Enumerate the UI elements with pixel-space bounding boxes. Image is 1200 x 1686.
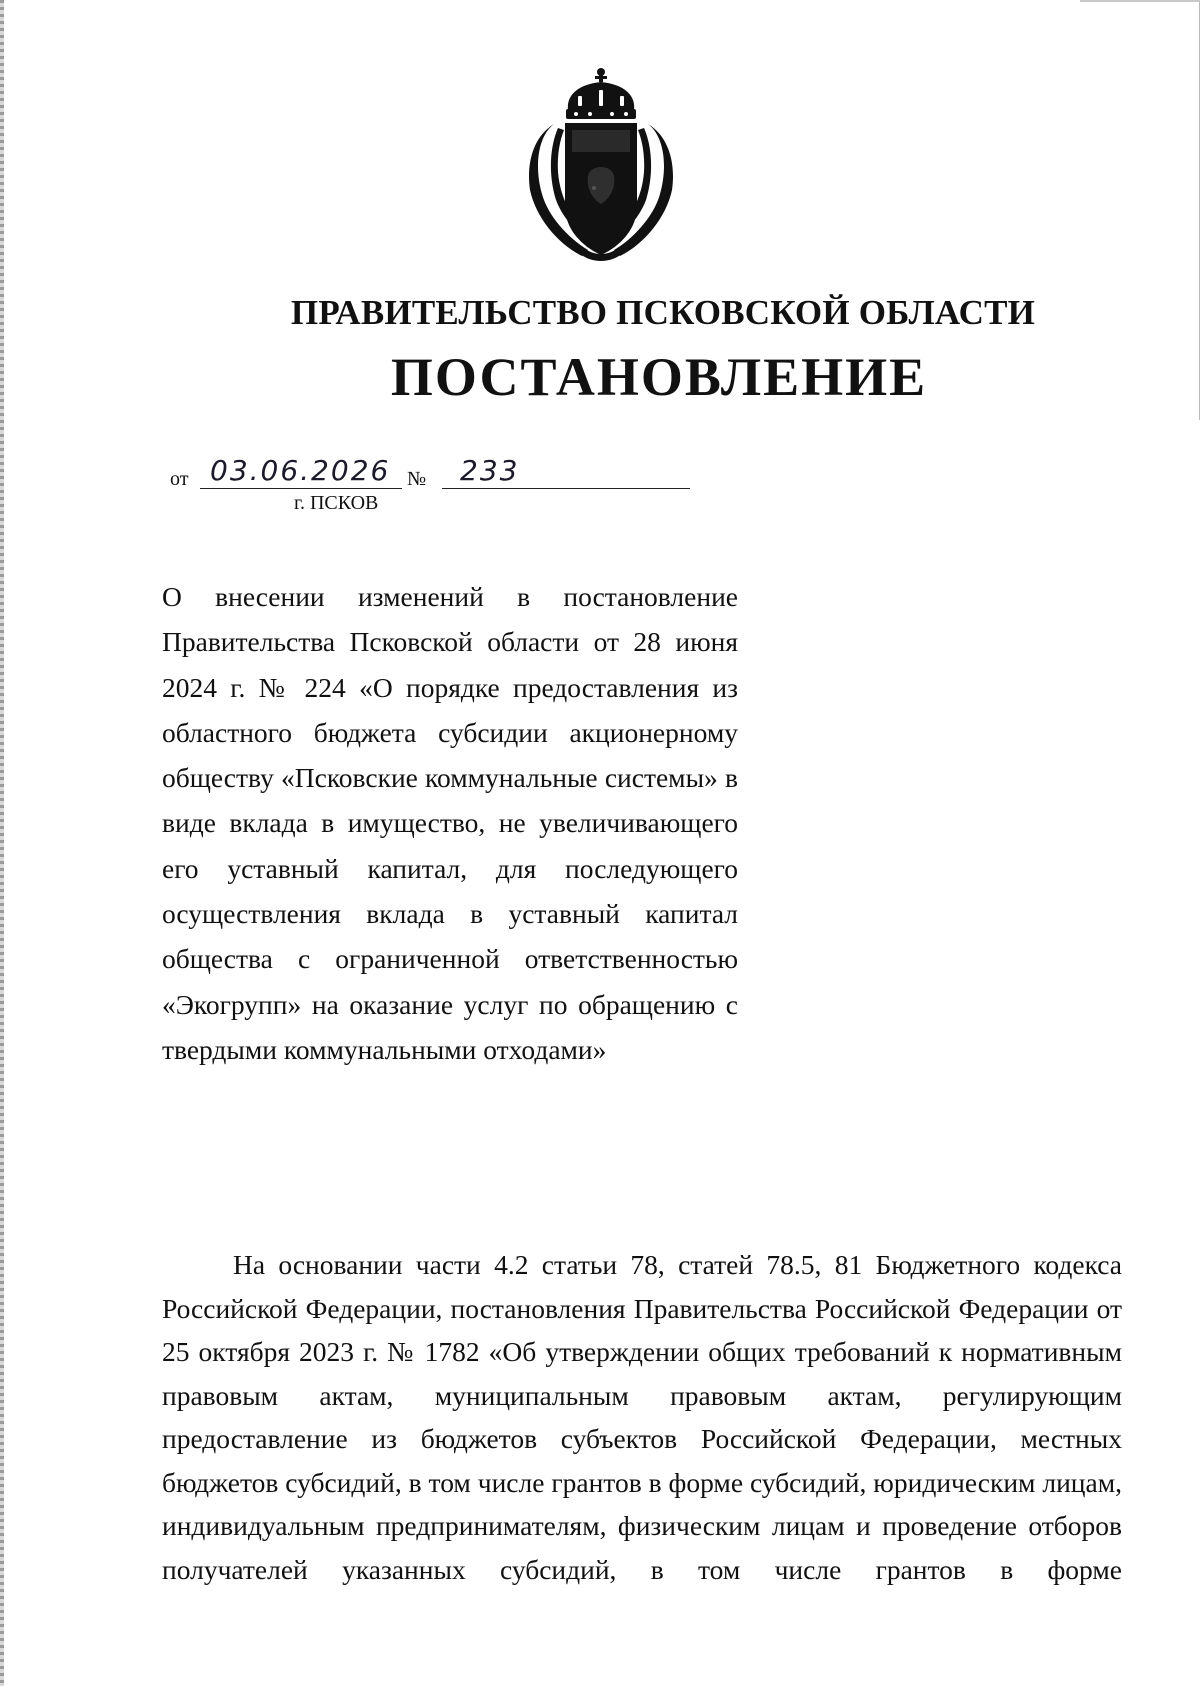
- government-title: ПРАВИТЕЛЬСТВО ПСКОВСКОЙ ОБЛАСТИ: [290, 293, 1036, 332]
- date-field: [200, 454, 402, 489]
- scan-edge-top: [1080, 0, 1200, 2]
- scan-edge-left: [0, 0, 4, 1686]
- coat-of-arms-emblem: [528, 66, 674, 264]
- handwritten-date: 03.06.2026: [210, 454, 391, 487]
- city-label: г. ПСКОВ: [294, 492, 379, 514]
- body-paragraph: На основании части 4.2 статьи 78, статей 78.5, 81 Бюджетного кодекса Российской Федерации, постановления Правительства Российской Федерации от 25 октября 2023 г. № 1782 «Об утверждении общих требований к нормативным правовым актам, муниципальным правовым актам, регулирующим предоставление из бюджетов субъектов Российской Федерации, местных бюджетов субсидий, в том числе грантов в форме субсидий, юридическим лицам, индивидуальным предпринимателям, физическим лицам и проведение отборов получателей указанных субсидий, в том числе грантов в форме: [162, 1249, 1122, 1585]
- document-type-title: ПОСТАНОВЛЕНИЕ: [390, 347, 928, 407]
- handwritten-number: 233: [460, 454, 520, 487]
- number-field: [442, 454, 690, 489]
- number-label: №: [407, 468, 427, 490]
- date-label: от: [170, 468, 189, 490]
- document-subject: О внесении изменений в постановление Правительства Псковской области от 28 июня 2024 г. № 224 «О порядке предоставления из областного бюджета субсидии акционерному обществу «Псковские коммунальные системы» в виде вклада в имущество, не увеличивающего его уставный капитал, для последующего осуществления вклада в уставный капитал общества с ограниченной ответственностью «Экогрупп» на оказание услуг по обращению с твердыми коммунальными отходами»: [162, 581, 738, 1065]
